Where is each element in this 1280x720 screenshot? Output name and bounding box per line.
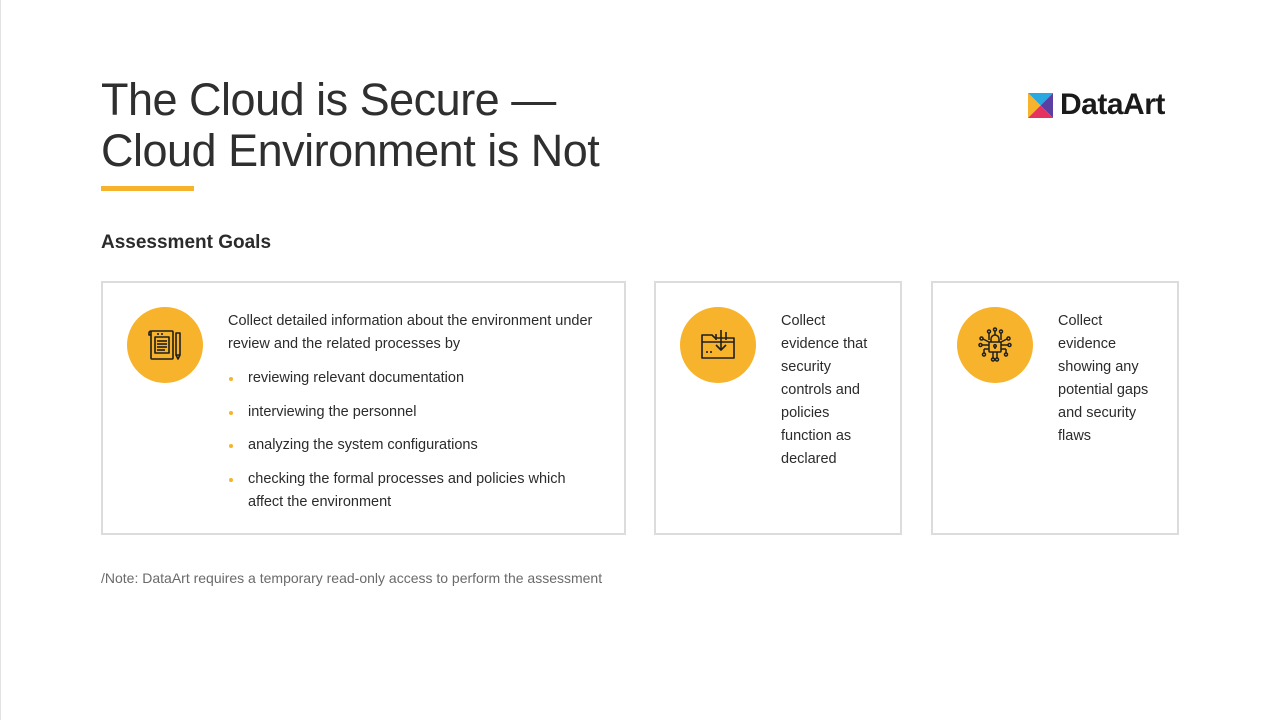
icon-circle xyxy=(680,307,756,383)
list-item: analyzing the system configurations xyxy=(228,434,598,457)
dataart-logo xyxy=(1028,88,1165,122)
page-title xyxy=(101,74,599,176)
icon-circle xyxy=(127,307,203,383)
circuit-lock-icon xyxy=(975,325,1015,365)
document-pen-icon xyxy=(145,325,185,365)
logo-text: DataArt xyxy=(1060,88,1165,121)
card-intro-text: Collect detailed information about the environment under review and the related processes by xyxy=(228,313,593,352)
section-heading: Assessment Goals xyxy=(101,232,272,253)
card-body: Collect evidence showing any potential gaps and security flaws xyxy=(1058,313,1149,444)
title-underline xyxy=(101,186,194,191)
dataart-logo-mark-icon xyxy=(1028,93,1053,118)
card-body xyxy=(228,310,598,524)
list-item: interviewing the personnel xyxy=(228,401,598,424)
icon-circle xyxy=(957,307,1033,383)
list-item: reviewing relevant documentation xyxy=(228,367,598,390)
title-line-2: Cloud Environment is Not xyxy=(101,125,600,176)
list-item: checking the formal processes and policies which affect the environment xyxy=(228,468,598,514)
card-body: Collect evidence that security controls and policies function as declared xyxy=(781,313,868,467)
goal-card-security-controls xyxy=(654,281,902,535)
title-line-1: The Cloud is Secure — xyxy=(101,74,556,125)
footnote: /Note: DataArt requires a temporary read-only access to perform the assessment xyxy=(101,570,603,586)
goal-card-collect-information xyxy=(101,281,626,535)
bullet-list xyxy=(228,367,598,514)
goal-card-security-gaps xyxy=(931,281,1179,535)
folder-download-icon xyxy=(698,325,738,365)
